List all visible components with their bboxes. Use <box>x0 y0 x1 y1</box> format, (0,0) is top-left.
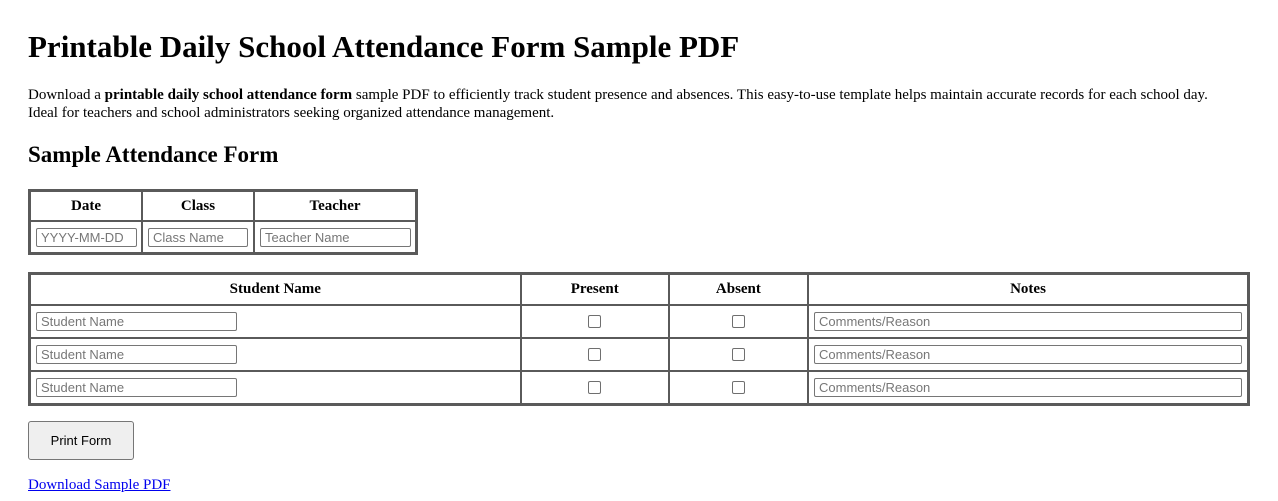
attendance-meta-table <box>28 189 418 255</box>
present-cell <box>521 305 669 338</box>
print-form-button[interactable]: Print Form <box>28 421 134 460</box>
present-checkbox[interactable] <box>588 381 601 394</box>
table-row <box>30 371 1248 404</box>
meta-header-row <box>30 191 416 221</box>
class-cell <box>142 221 254 253</box>
absent-cell <box>669 338 808 371</box>
intro-text-after: sample PDF to efficiently track student presence and absences. This easy-to-use template helps maintain accurate records for each school day. Ideal for teachers and school administrators seeking organized attendance management. <box>28 87 1208 121</box>
notes-cell <box>808 305 1248 338</box>
notes-input[interactable] <box>814 345 1242 364</box>
student-name-cell <box>30 371 521 404</box>
header-date: Date <box>30 191 142 221</box>
table-row <box>30 305 1248 338</box>
teacher-cell <box>254 221 416 253</box>
student-name-cell <box>30 305 521 338</box>
student-name-input[interactable] <box>36 345 237 364</box>
date-input[interactable] <box>36 228 137 247</box>
present-checkbox[interactable] <box>588 348 601 361</box>
table-row <box>30 338 1248 371</box>
notes-cell <box>808 338 1248 371</box>
header-student-name: Student Name <box>30 274 521 305</box>
intro-paragraph <box>28 86 1228 122</box>
present-cell <box>521 338 669 371</box>
header-present: Present <box>521 274 669 305</box>
present-cell <box>521 371 669 404</box>
absent-cell <box>669 371 808 404</box>
student-name-cell <box>30 338 521 371</box>
download-sample-pdf-link[interactable]: Download Sample PDF <box>28 477 171 493</box>
intro-text-bold: printable daily school attendance form <box>104 87 353 103</box>
absent-checkbox[interactable] <box>732 381 745 394</box>
present-checkbox[interactable] <box>588 315 601 328</box>
student-name-input[interactable] <box>36 378 237 397</box>
class-input[interactable] <box>148 228 248 247</box>
notes-cell <box>808 371 1248 404</box>
teacher-input[interactable] <box>260 228 411 247</box>
students-header-row <box>30 274 1248 305</box>
meta-input-row <box>30 221 416 253</box>
absent-checkbox[interactable] <box>732 315 745 328</box>
page-title: Printable Daily School Attendance Form Sample PDF <box>28 29 740 64</box>
absent-checkbox[interactable] <box>732 348 745 361</box>
section-heading: Sample Attendance Form <box>28 142 279 167</box>
notes-input[interactable] <box>814 378 1242 397</box>
notes-input[interactable] <box>814 312 1242 331</box>
students-table <box>28 272 1250 406</box>
header-teacher: Teacher <box>254 191 416 221</box>
intro-text-before: Download a <box>28 87 105 103</box>
date-cell <box>30 221 142 253</box>
header-notes: Notes <box>808 274 1248 305</box>
student-name-input[interactable] <box>36 312 237 331</box>
absent-cell <box>669 305 808 338</box>
header-class: Class <box>142 191 254 221</box>
header-absent: Absent <box>669 274 808 305</box>
